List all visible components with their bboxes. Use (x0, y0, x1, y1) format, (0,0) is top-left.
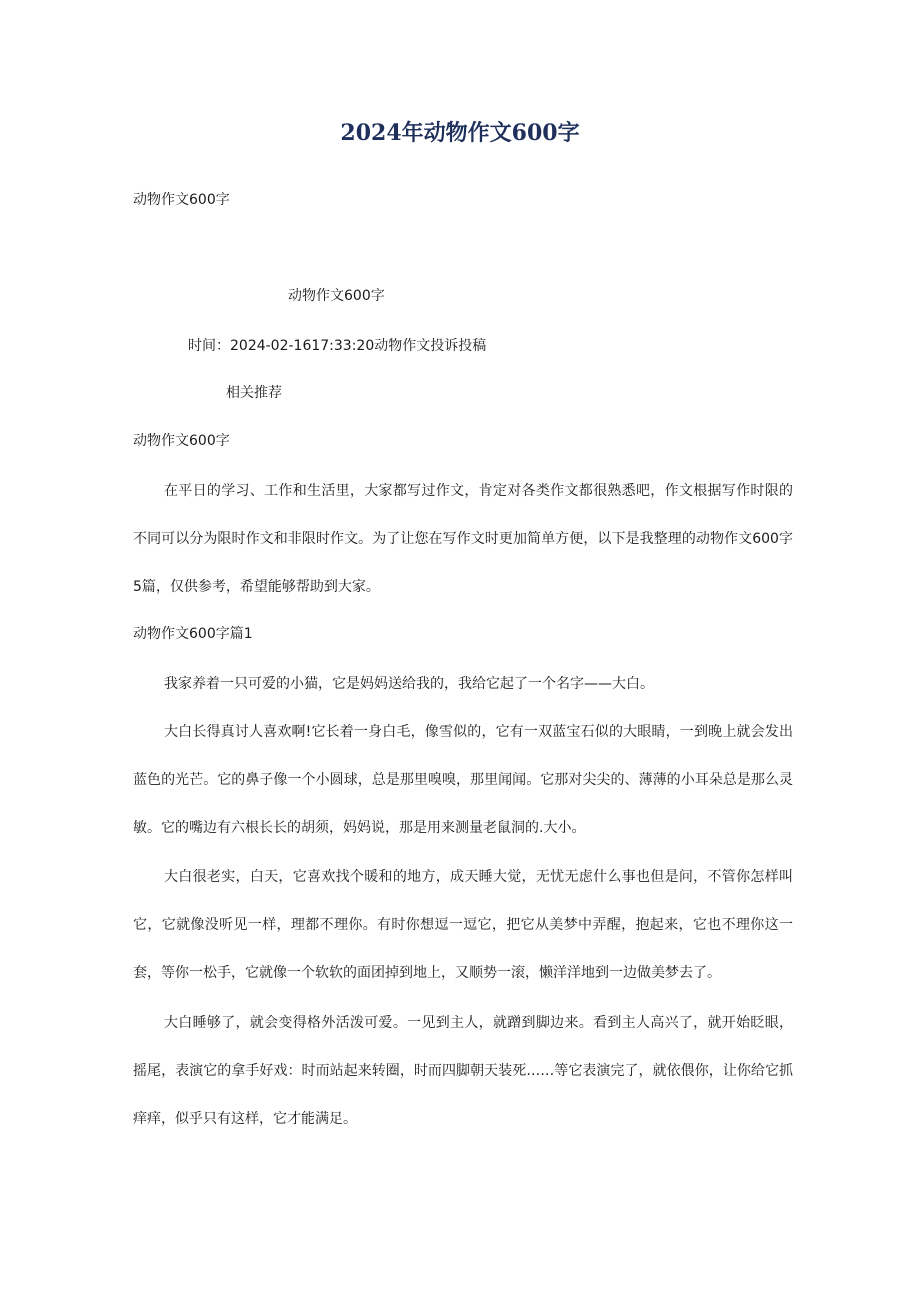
body-paragraph-2: 大白长得真讨人喜欢啊!它长着一身白毛，像雪似的，它有一双蓝宝石似的大眼睛，一到晚上就会发出蓝色的光芒。它的鼻子像一个小圆球，总是那里嗅嗅，那里闻闻。它那对尖尖的、薄薄的小耳朵总是那么灵敏。它的嘴边有六根长长的胡须，妈妈说，那是用来测量老鼠洞的.大小。 (133, 724, 793, 836)
body-paragraph-3: 大白很老实，白天，它喜欢找个暖和的地方，成天睡大觉，无忧无虑什么事也但是问，不管你怎样叫它，它就像没听见一样，理都不理你。有时你想逗一逗它，把它从美梦中弄醒，抱起来，它也不理你这一套，等你一松手，它就像一个软软的面团掉到地上，又顺势一滚，懒洋洋地到一边做美梦去了。 (133, 869, 793, 981)
intro-paragraph: 在平日的学习、工作和生活里，大家都写过作文，肯定对各类作文都很熟悉吧，作文根据写作时限的不同可以分为限时作文和非限时作文。为了让您在写作文时更加简单方便，以下是我整理的动物作文600字5篇，仅供参考，希望能够帮助到大家。 (133, 483, 793, 595)
body-paragraph-1: 我家养着一只可爱的小猫，它是妈妈送给我的，我给它起了一个名字——大白。 (164, 676, 654, 692)
section-heading: 动物作文600字 (133, 433, 230, 449)
meta-line: 时间：2024-02-1617:33:20动物作文投诉投稿 (188, 338, 487, 354)
article-title: 动物作文600字 (288, 288, 385, 304)
body-paragraph-4: 大白睡够了，就会变得格外活泼可爱。一见到主人，就蹭到脚边来。看到主人高兴了，就开始眨眼，摇尾，表演它的拿手好戏：时而站起来转圈，时而四脚朝天装死……等它表演完了，就依偎你，让你给它抓痒痒，似乎只有这样，它才能满足。 (133, 1015, 793, 1127)
document-title: 2024年动物作文600字 (340, 120, 580, 146)
related-heading: 相关推荐 (226, 385, 282, 401)
document-subtitle: 动物作文600字 (133, 192, 230, 208)
piece-heading: 动物作文600字篇1 (133, 626, 253, 642)
